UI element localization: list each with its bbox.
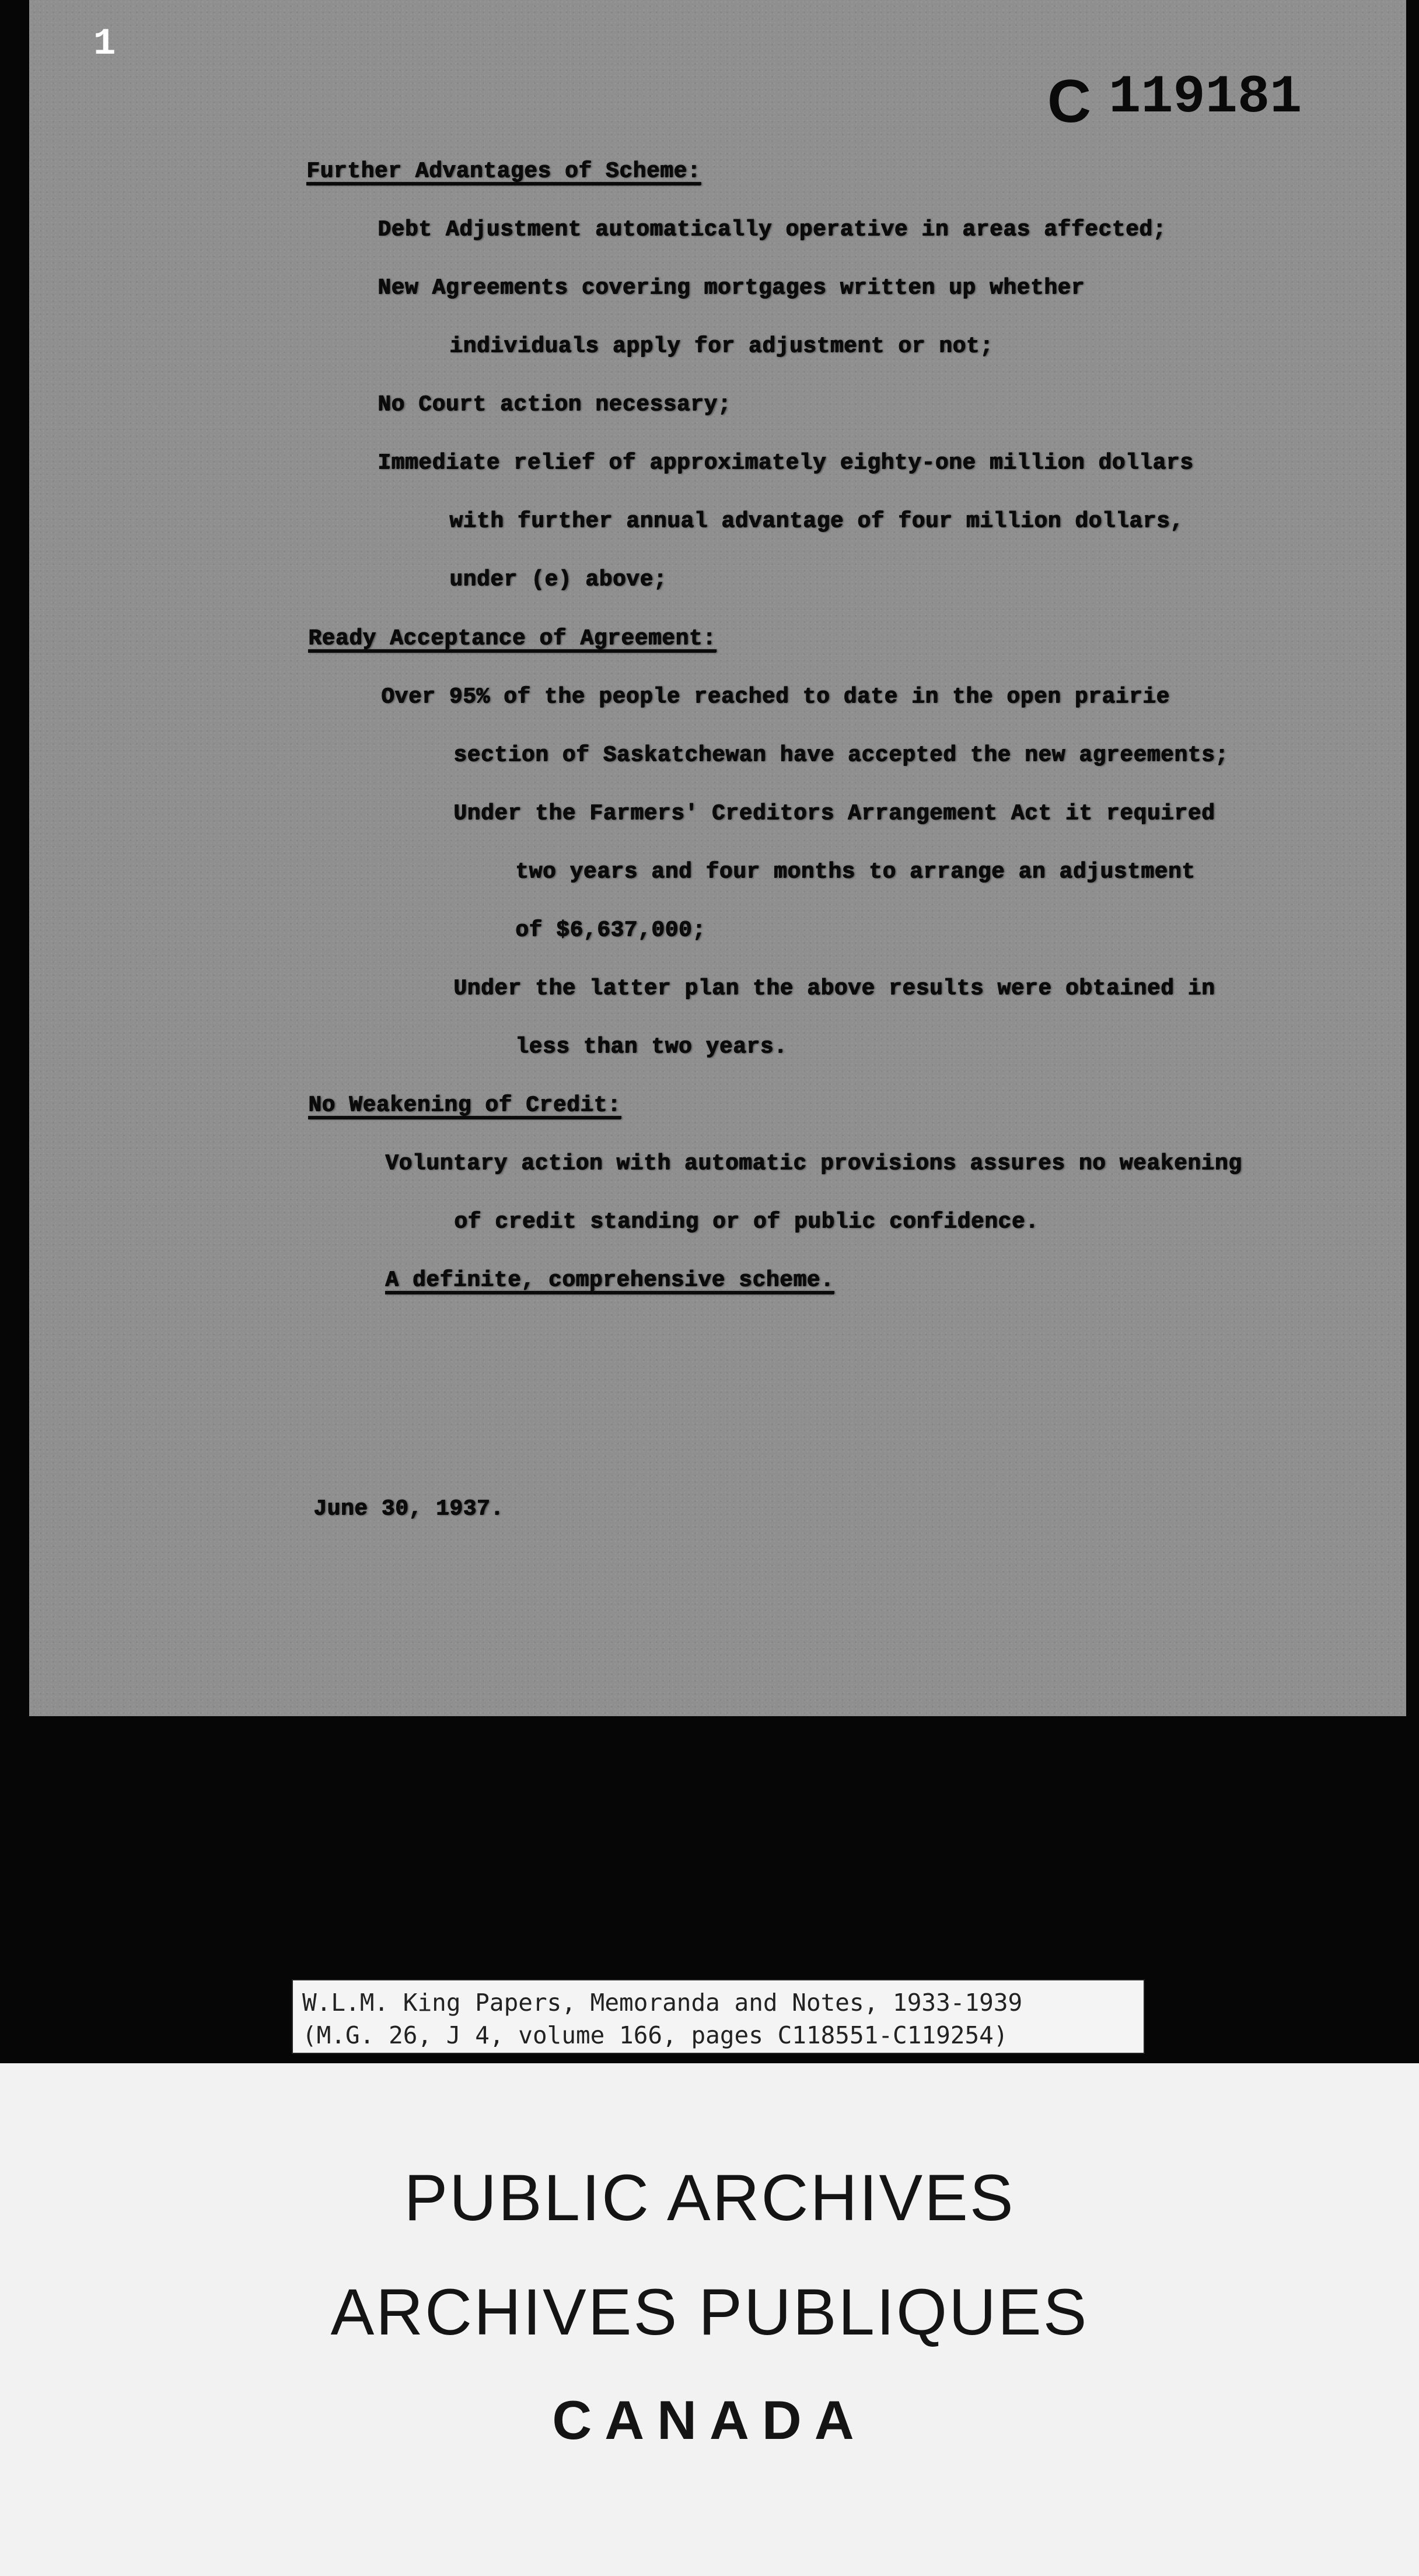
body-line: Under the latter plan the above results were obtained in	[453, 976, 1215, 1001]
archive-reference-label	[292, 1979, 1145, 2054]
section-heading-acceptance: Ready Acceptance of Agreement:	[308, 626, 717, 651]
body-line: Debt Adjustment automatically operative in areas affected;	[378, 217, 1166, 242]
banner-country: CANADA	[552, 2389, 867, 2451]
section-heading-advantages: Further Advantages of Scheme:	[306, 159, 701, 184]
closing-statement: A definite, comprehensive scheme.	[385, 1268, 834, 1293]
document-number-prefix: C	[1047, 68, 1092, 135]
body-line: individuals apply for adjustment or not;	[449, 334, 994, 359]
body-line: New Agreements covering mortgages written up whether	[378, 275, 1085, 300]
body-line: under (e) above;	[449, 567, 667, 592]
body-line: section of Saskatchewan have accepted the new agreements;	[453, 743, 1229, 768]
document-number-digits: 119181	[1109, 66, 1302, 128]
document-date: June 30, 1937.	[313, 1496, 504, 1521]
body-line: two years and four months to arrange an adjustment	[515, 859, 1196, 884]
document-page	[29, 0, 1406, 1716]
body-line: Voluntary action with automatic provisions assures no weakening	[385, 1151, 1242, 1176]
archive-reference-line: W.L.M. King Papers, Memoranda and Notes, 1933-1939	[302, 1989, 1023, 2017]
body-line: of credit standing or of public confidence.	[454, 1209, 1039, 1234]
body-line: Over 95% of the people reached to date in the open prairie	[381, 684, 1170, 709]
section-heading-credit: No Weakening of Credit:	[308, 1093, 621, 1118]
body-line: Under the Farmers' Creditors Arrangement Act it required	[453, 801, 1215, 826]
corner-mark: 1	[93, 23, 116, 65]
body-line: with further annual advantage of four million dollars,	[449, 509, 1184, 534]
body-line: less than two years.	[515, 1034, 788, 1059]
body-line: Immediate relief of approximately eighty-one million dollars	[378, 450, 1194, 475]
body-line: No Court action necessary;	[378, 392, 731, 417]
body-line: of $6,637,000;	[515, 918, 706, 943]
banner-title-french: ARCHIVES PUBLIQUES	[330, 2276, 1089, 2348]
archive-reference-line: (M.G. 26, J 4, volume 166, pages C118551-C119254)	[302, 2021, 1008, 2049]
banner-title-english: PUBLIC ARCHIVES	[404, 2161, 1015, 2234]
document-number	[1047, 67, 1302, 138]
archives-banner	[0, 2063, 1419, 2576]
